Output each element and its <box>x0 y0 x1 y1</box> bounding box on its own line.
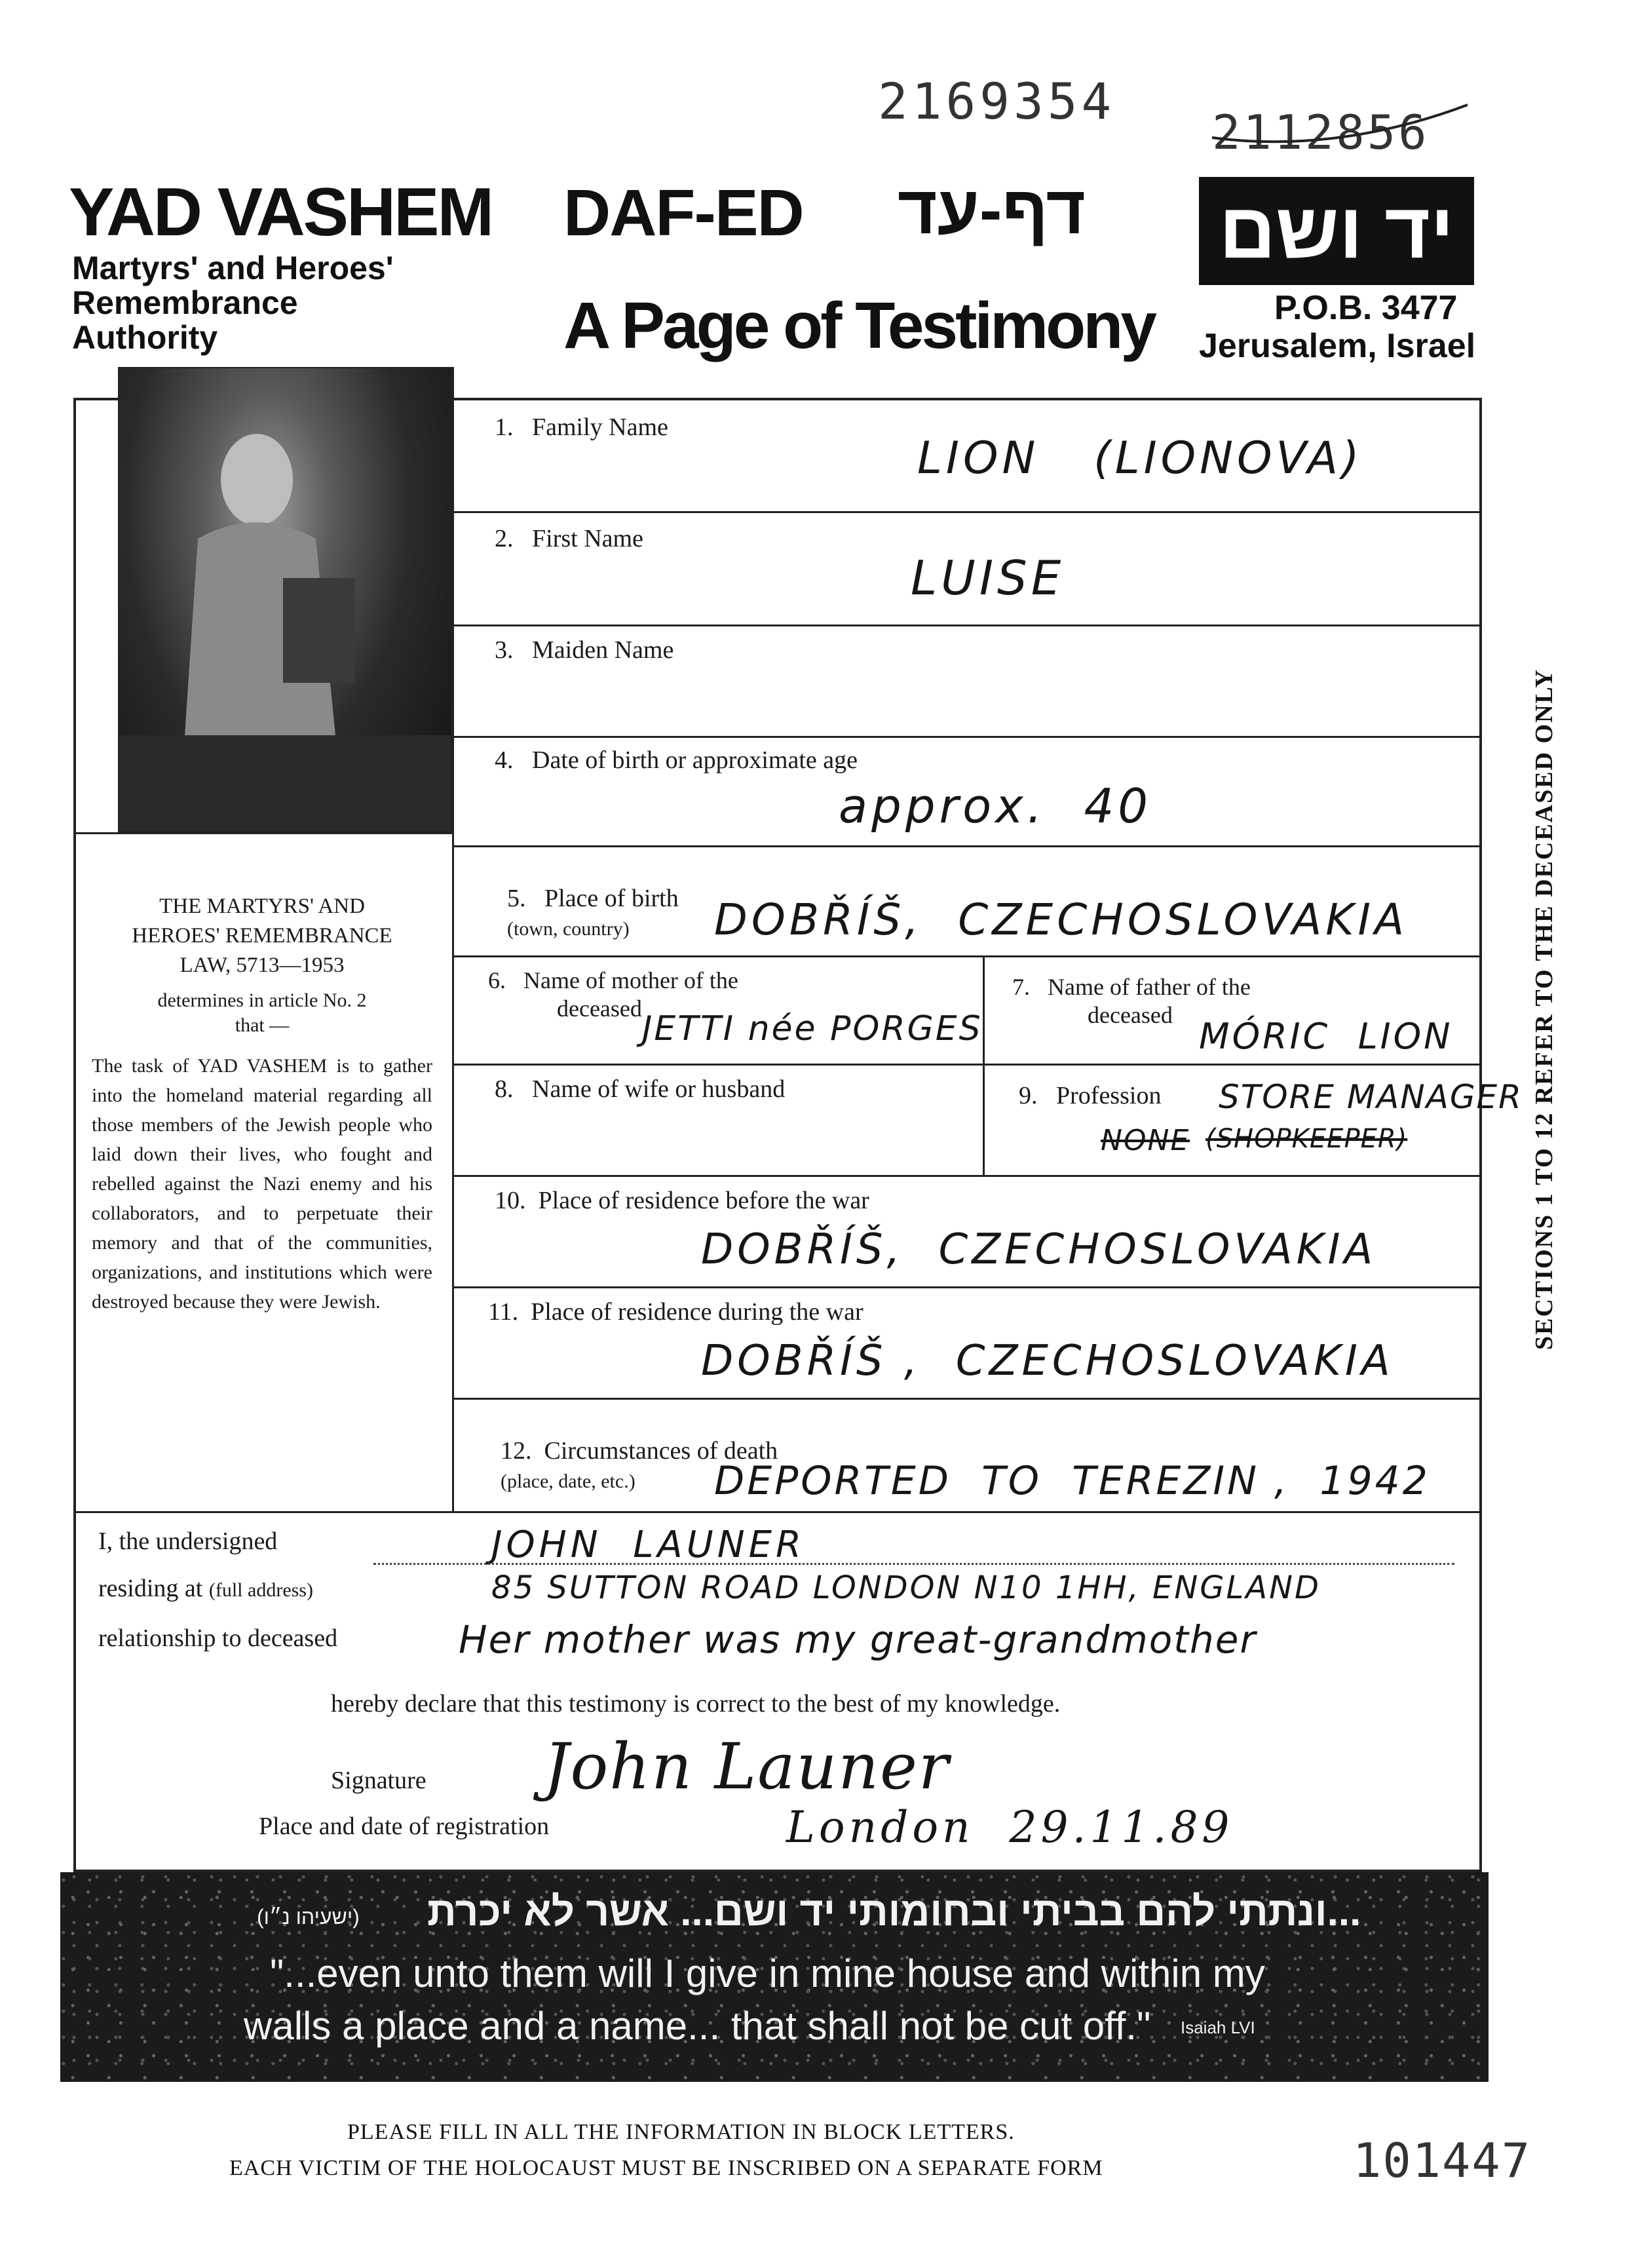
mother-name-label-1: 6. Name of mother of the <box>488 967 738 993</box>
birth-date-label: 4. Date of birth or approximate age <box>495 746 858 774</box>
father-name-value[interactable]: MÓRIC LION <box>1199 1016 1453 1057</box>
law-line-2: that — <box>235 1014 290 1036</box>
org-subtitle-1: Martyrs' and Heroes' <box>72 250 394 286</box>
maiden-name-label: 3. Maiden Name <box>495 636 674 664</box>
banner-hebrew-ref: (ישעיהו נ״ו) <box>257 1905 360 1929</box>
row-rule-5 <box>452 955 1482 957</box>
birth-place-label <box>495 855 679 942</box>
profession-struck-2: (SHOPKEEPER) <box>1205 1124 1408 1154</box>
undersigned-label: I, the undersigned <box>98 1528 278 1555</box>
mother-name-label-2: deceased <box>557 995 642 1022</box>
father-name-label-1: 7. Name of father of the <box>1012 974 1251 1000</box>
relationship-value[interactable]: Her mother was my great-grandmother <box>459 1617 1257 1662</box>
hebrew-logo <box>1199 177 1474 285</box>
hebrew-title: דף-עד <box>898 172 1086 248</box>
org-subtitle-2: Remembrance <box>72 284 298 321</box>
bottom-right-serial-number: 101447 <box>1353 2133 1532 2188</box>
residence-before-value[interactable]: DOBŘÍŠ, CZECHOSLOVAKIA <box>701 1225 1377 1274</box>
left-column-divider <box>452 367 454 1511</box>
first-name-value[interactable]: LUISE <box>911 550 1065 605</box>
row-rule-3 <box>452 736 1482 738</box>
profession-struck-1: NONE <box>1101 1124 1190 1157</box>
hebrew-logo-text: יד ושם <box>1219 187 1454 275</box>
birth-place-label-hint: (town, country) <box>507 918 630 940</box>
profession-value[interactable]: STORE MANAGER <box>1219 1078 1523 1116</box>
law-heading-2: HEROES' REMEMBRANCE <box>132 924 392 948</box>
law-text-block <box>92 894 432 1317</box>
org-name: YAD VASHEM <box>69 174 493 250</box>
row-rule-6 <box>452 1064 1482 1066</box>
family-name-value[interactable]: LION (LIONOVA) <box>917 432 1363 484</box>
residing-label <box>98 1574 313 1603</box>
birth-place-label-text: 5. Place of birth <box>507 885 679 912</box>
birth-date-value[interactable]: approx. 40 <box>839 778 1152 834</box>
death-circumstances-label-text: 12. Circumstances of death <box>501 1437 778 1465</box>
signature-value[interactable]: John Launer <box>544 1730 950 1803</box>
top-serial-number: 2169354 <box>878 72 1116 130</box>
footer-line-1: PLEASE FILL IN ALL THE INFORMATION IN BLOCK LETTERS. <box>347 2120 1015 2144</box>
law-body: The task of YAD VASHEM is to gather into the homeland material regarding all those members of the Jewish people who laid down their lives, who fought and rebelled against the Nazi enemy and his collaborators, and to perpetuate their memory and that of the communities, organizations, and institutions which were destroyed because they were Jewish. <box>92 1055 432 1313</box>
family-name-label: 1. Family Name <box>495 413 668 441</box>
birth-place-value[interactable]: DOBŘÍŠ, CZECHOSLOVAKIA <box>714 894 1409 945</box>
residence-during-value[interactable]: DOBŘÍŠ , CZECHOSLOVAKIA <box>701 1337 1394 1385</box>
sections-side-note: SECTIONS 1 TO 12 REFER TO THE DECEASED ONLY <box>1530 668 1558 1350</box>
father-name-label-2: deceased <box>1088 1002 1173 1028</box>
quote-banner <box>60 1872 1489 2082</box>
mother-name-value[interactable]: JETTI née PORGES <box>642 1009 983 1048</box>
residing-label-text: residing at <box>98 1575 203 1602</box>
residence-during-label: 11. Place of residence during the war <box>488 1298 863 1326</box>
row-rule-1 <box>452 511 1482 513</box>
page-title: A Page of Testimony <box>563 289 1154 362</box>
place-date-label: Place and date of registration <box>259 1813 550 1840</box>
row-rule-7 <box>452 1175 1482 1177</box>
row-rule-8 <box>452 1286 1482 1288</box>
place-date-value[interactable]: London 29.11.89 <box>786 1802 1234 1853</box>
row-rule-4 <box>452 845 1482 847</box>
law-heading-3: LAW, 5713—1953 <box>180 953 345 977</box>
signature-label: Signature <box>331 1767 427 1794</box>
footer-line-2: EACH VICTIM OF THE HOLOCAUST MUST BE INSCRIBED ON A SEPARATE FORM <box>229 2156 1103 2180</box>
relationship-label: relationship to deceased <box>98 1624 338 1652</box>
law-heading-1: THE MARTYRS' AND <box>159 894 365 918</box>
daf-ed-title: DAF-ED <box>563 176 803 250</box>
residing-value[interactable]: 85 SUTTON ROAD LONDON N10 1HH, ENGLAND <box>491 1569 1321 1606</box>
first-name-label: 2. First Name <box>495 525 643 552</box>
row-rule-9 <box>452 1398 1482 1400</box>
residing-label-hint: (full address) <box>208 1579 313 1601</box>
residence-before-label: 10. Place of residence before the war <box>495 1187 869 1214</box>
undersigned-dotted-line <box>373 1563 1454 1565</box>
top-right-serial-number: 2112856 <box>1212 105 1430 160</box>
victim-photograph <box>118 367 452 832</box>
banner-english-ref: Isaiah LVI <box>1181 2018 1255 2037</box>
row-6-7-divider <box>983 955 985 1175</box>
death-circumstances-label-hint: (place, date, etc.) <box>501 1470 636 1492</box>
law-line-1: determines in article No. 2 <box>157 990 367 1011</box>
row-rule-2 <box>452 625 1482 626</box>
org-subtitle-3: Authority <box>72 319 218 356</box>
spouse-name-label: 8. Name of wife or husband <box>495 1075 786 1103</box>
declaration-text: hereby declare that this testimony is correct to the best of my knowledge. <box>331 1690 1061 1718</box>
city: Jerusalem, Israel <box>1199 327 1476 365</box>
banner-english-line-1: "...even unto them will I give in mine house and within my <box>270 1951 1265 1995</box>
banner-hebrew-text: ...ונתתי להם בביתי ובחומותי יד ושם... אשר לא יכרת <box>427 1889 1361 1934</box>
law-bottom-rule <box>73 1511 1482 1513</box>
banner-english-line-2: walls a place and a name... that shall not be cut off." <box>244 2004 1151 2048</box>
number-strike-mark <box>1205 92 1481 164</box>
po-box: P.O.B. 3477 <box>1274 289 1458 327</box>
undersigned-value[interactable]: JOHN LAUNER <box>491 1524 805 1566</box>
photo-figure <box>119 368 451 831</box>
death-circumstances-value[interactable]: DEPORTED TO TEREZIN , 1942 <box>714 1458 1430 1504</box>
profession-label: 9. Profession <box>1019 1082 1162 1109</box>
